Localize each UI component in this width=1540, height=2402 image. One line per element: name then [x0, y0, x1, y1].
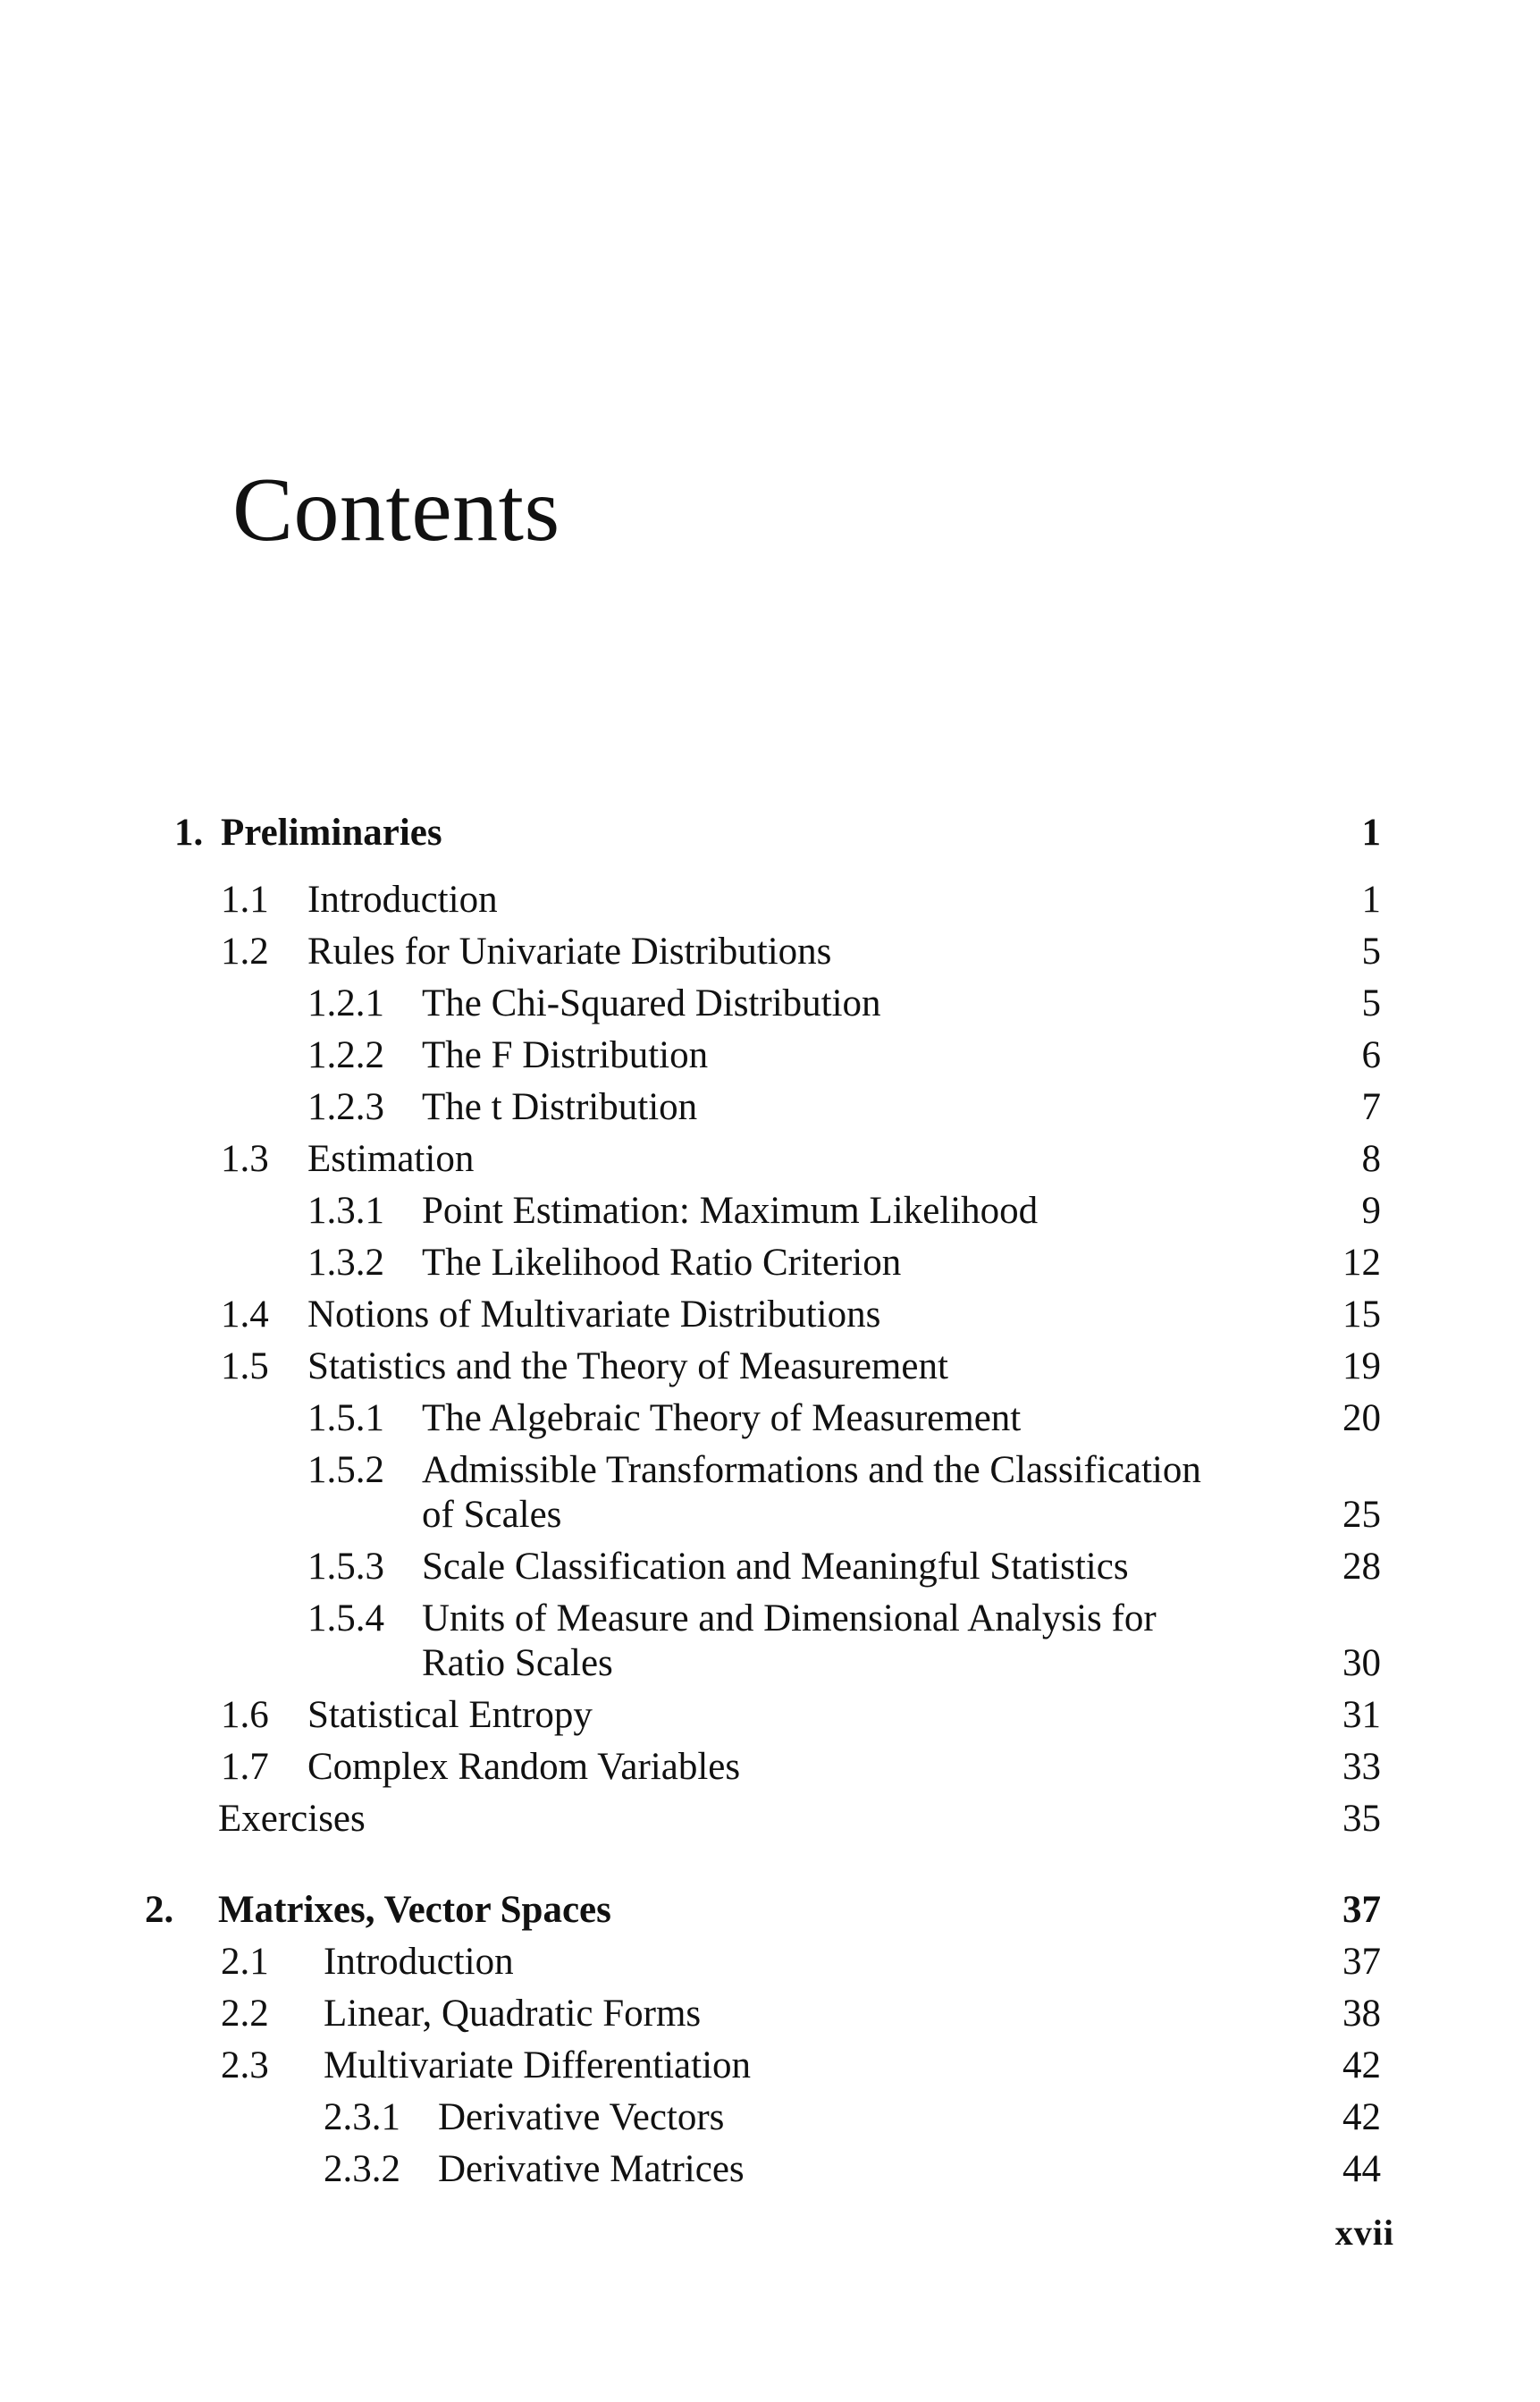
- toc-title-continuation: of Scales: [422, 1494, 562, 1536]
- toc-title: Admissible Transformations and the Classification: [422, 1449, 1201, 1491]
- toc-page-number: 25: [1342, 1494, 1381, 1536]
- toc-page-number: 8: [1361, 1138, 1381, 1180]
- toc-title: Scale Classification and Meaningful Statistics: [422, 1546, 1129, 1588]
- toc-page-number: 37: [1342, 1941, 1381, 1983]
- toc-page-number: 19: [1342, 1345, 1381, 1387]
- toc-page-number: 12: [1342, 1242, 1381, 1284]
- toc-title: Point Estimation: Maximum Likelihood: [422, 1190, 1039, 1232]
- toc-page-number: 20: [1342, 1397, 1381, 1439]
- toc-title: Notions of Multivariate Distributions: [307, 1294, 881, 1336]
- toc-title: The t Distribution: [422, 1086, 698, 1128]
- toc-title: Units of Measure and Dimensional Analysis for: [422, 1597, 1157, 1639]
- toc-number: 2.3: [221, 2044, 269, 2086]
- toc-number: 1.2.1: [307, 982, 384, 1024]
- toc-page-number: 44: [1342, 2148, 1381, 2190]
- page-title: Contents: [232, 459, 560, 560]
- toc-page-number: 38: [1342, 1993, 1381, 2035]
- toc-page-number: 6: [1361, 1034, 1381, 1076]
- toc-title: Derivative Matrices: [438, 2148, 745, 2190]
- toc-page-number: 9: [1361, 1190, 1381, 1232]
- toc-subsection-row[interactable]: [307, 1451, 1381, 1540]
- toc-number: 1.5: [221, 1345, 269, 1387]
- toc-number: 1.2: [221, 931, 269, 973]
- toc-number: 2.: [145, 1889, 174, 1931]
- toc-title: Preliminaries: [221, 812, 442, 854]
- toc-title: Statistical Entropy: [307, 1694, 593, 1736]
- toc-number: 1.4: [221, 1294, 269, 1336]
- toc-page-number: 42: [1342, 2096, 1381, 2138]
- toc-number: 1.3: [221, 1138, 269, 1180]
- page-folio: xvii: [1334, 2212, 1394, 2253]
- toc-number: 1.5.3: [307, 1546, 384, 1588]
- toc-page-number: 30: [1342, 1642, 1381, 1684]
- toc-title: Matrixes, Vector Spaces: [218, 1889, 611, 1931]
- toc-number: 1.5.2: [307, 1449, 384, 1491]
- toc-number: 1.6: [221, 1694, 269, 1736]
- toc-number: 1.2.2: [307, 1034, 384, 1076]
- toc-number: 1.3.1: [307, 1190, 384, 1232]
- toc-number: 2.3.2: [324, 2148, 400, 2190]
- toc-title: Exercises: [218, 1798, 366, 1840]
- toc-page-number: 33: [1342, 1746, 1381, 1788]
- toc-title: Multivariate Differentiation: [324, 2044, 752, 2086]
- toc-number: 2.3.1: [324, 2096, 400, 2138]
- toc-page-number: 7: [1361, 1086, 1381, 1128]
- toc-title: Introduction: [307, 879, 498, 921]
- toc-number: 2.1: [221, 1941, 269, 1983]
- toc-title: The Likelihood Ratio Criterion: [422, 1242, 902, 1284]
- toc-title: The F Distribution: [422, 1034, 709, 1076]
- toc-number: 1.1: [221, 879, 269, 921]
- toc-page-number: 5: [1361, 982, 1381, 1024]
- toc-title: Complex Random Variables: [307, 1746, 741, 1788]
- toc-subsection-row[interactable]: [307, 1599, 1381, 1689]
- toc-title: The Algebraic Theory of Measurement: [422, 1397, 1022, 1439]
- toc-page-number: 1: [1361, 879, 1381, 921]
- toc-page-number: 5: [1361, 931, 1381, 973]
- toc-title: Linear, Quadratic Forms: [324, 1993, 702, 2035]
- toc-title: Rules for Univariate Distributions: [307, 931, 832, 973]
- toc-page-number: 42: [1342, 2044, 1381, 2086]
- toc-page-number: 28: [1342, 1546, 1381, 1588]
- toc-number: 1.: [174, 812, 204, 854]
- toc-title: Estimation: [307, 1138, 475, 1180]
- toc-page-number: 15: [1342, 1294, 1381, 1336]
- toc-number: 1.5.4: [307, 1597, 384, 1639]
- toc-title: Statistics and the Theory of Measurement: [307, 1345, 948, 1387]
- toc-page-number: 37: [1342, 1889, 1381, 1931]
- toc-title: The Chi-Squared Distribution: [422, 982, 881, 1024]
- toc-page-number: 31: [1342, 1694, 1381, 1736]
- toc-page-number: 35: [1342, 1798, 1381, 1840]
- toc-title: Derivative Vectors: [438, 2096, 725, 2138]
- toc-number: 1.2.3: [307, 1086, 384, 1128]
- toc-page-number: 1: [1361, 812, 1381, 854]
- toc-title-continuation: Ratio Scales: [422, 1642, 613, 1684]
- toc-number: 1.5.1: [307, 1397, 384, 1439]
- toc-title: Introduction: [324, 1941, 514, 1983]
- toc-number: 2.2: [221, 1993, 269, 2035]
- toc-number: 1.3.2: [307, 1242, 384, 1284]
- toc-number: 1.7: [221, 1746, 269, 1788]
